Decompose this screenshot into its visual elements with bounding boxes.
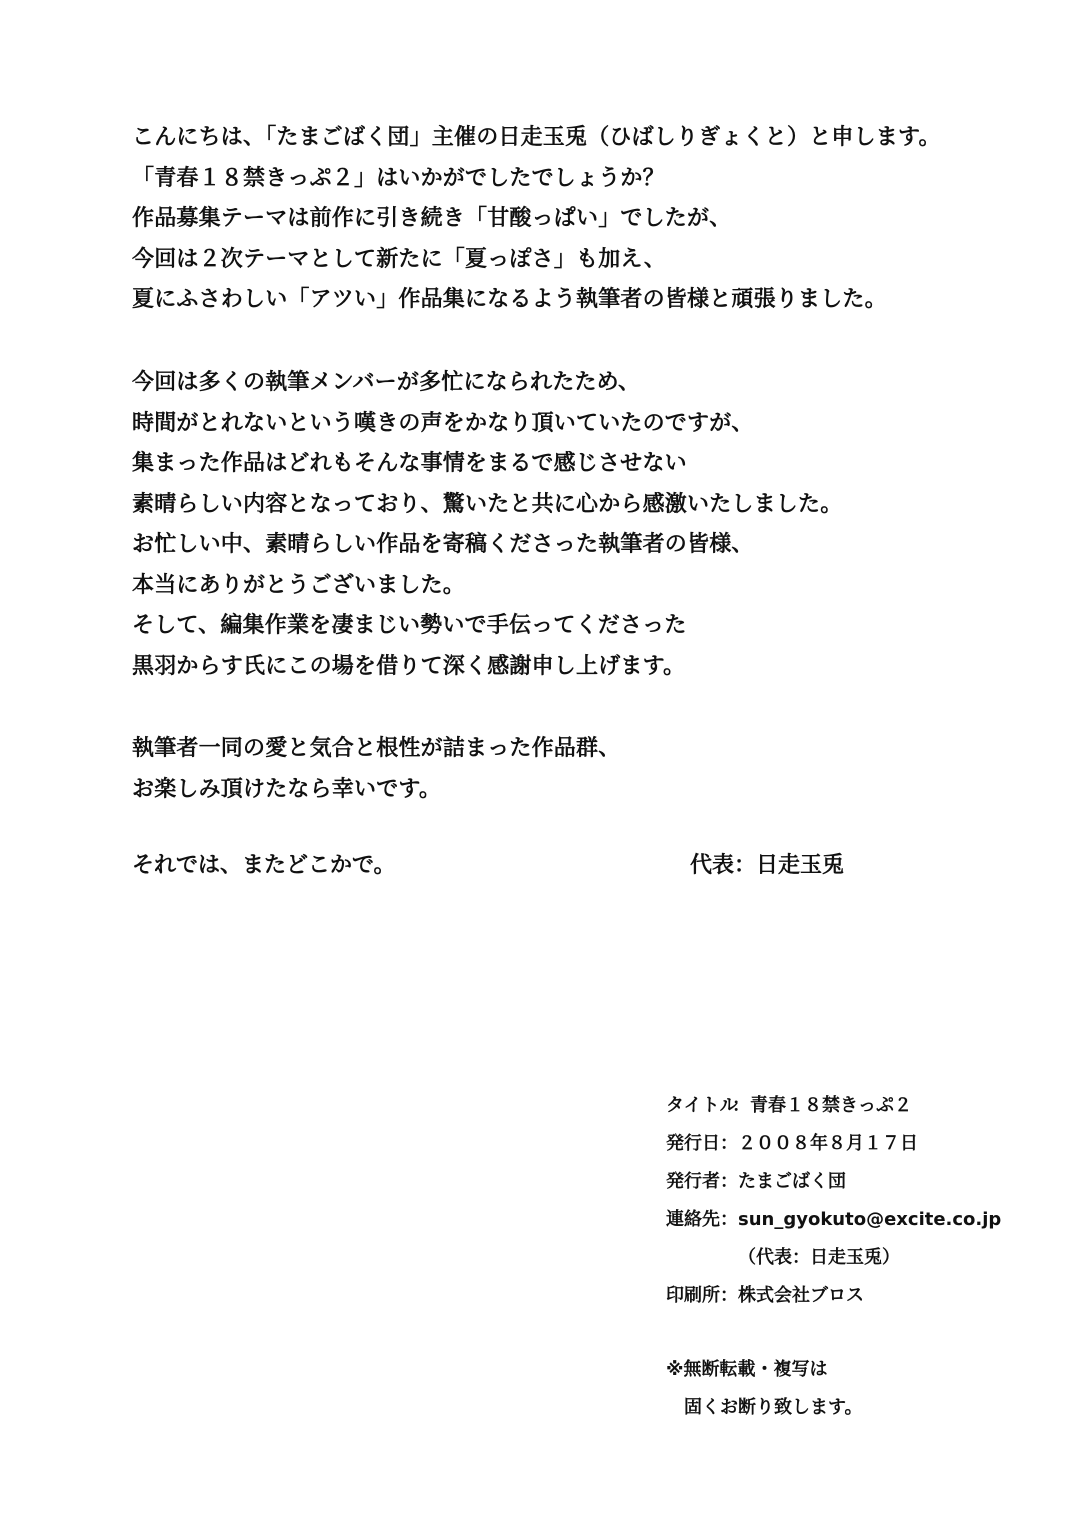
colophon-date-row [666,1125,1001,1163]
letter-line: そして、編集作業を凄まじい勢いで手伝ってくださった [132,613,687,638]
signature: 代表：日走玉兎 [690,853,845,878]
letter-line: 執筆者一同の愛と気合と根性が詰まった作品群、 [132,736,621,761]
letter-line: お忙しい中、素晴らしい作品を寄稿くださった執筆者の皆様、 [132,532,754,557]
colophon-value: ：青春１８禁きっぷ２ [732,1095,912,1116]
colophon-label: タイトル [666,1095,738,1116]
colophon-contact-note: （代表：日走玉兎） [738,1247,900,1268]
colophon [666,1087,1001,1315]
colophon-value: ：株式会社ブロス [720,1285,864,1306]
colophon-label: 発行日 [666,1133,720,1154]
colophon-label: 連絡先 [666,1209,720,1230]
letter-line: こんにちは、「たまごばく団」主催の日走玉兎（ひばしりぎょくと）と申します。 [132,125,941,150]
letter-line: 今回は多くの執筆メンバーが多忙になられたため、 [132,370,641,395]
letter-line: 本当にありがとうございました。 [132,572,466,598]
letter-line: 集まった作品はどれもそんな事情をまるで感じさせない [132,451,687,476]
colophon-value: ：sun_gyokuto@excite.co.jp [720,1209,1002,1230]
colophon-contact-row [666,1201,1001,1239]
letter-line: 時間がとれないという嘆きの声をかなり頂いていたのですが、 [132,410,754,436]
colophon-publisher-row [666,1163,1001,1201]
letter-line: 素晴らしい内容となっており、驚いたと共に心から感激いたしました。 [132,491,843,517]
notice-line: ※無断転載・複写は [666,1359,828,1380]
letter-line: 作品募集テーマは前作に引き続き「甘酸っぱい」でしたが、 [132,206,732,231]
colophon-title-row [666,1087,1001,1125]
letter-line: 夏にふさわしい「アツい」作品集になるよう執筆者の皆様と頑張りました。 [132,287,887,312]
paragraph-greeting [132,118,941,321]
letter-line: 今回は２次テーマとして新たに「夏っぽさ」も加え、 [132,246,667,272]
colophon-printer-row [666,1277,1001,1315]
letter-line: 「青春１８禁きっぷ２」はいかがでしたでしょうか？ [132,165,665,191]
colophon-value: ：たまごばく団 [720,1171,846,1192]
letter-line: お楽しみ頂けたなら幸いです。 [132,776,442,802]
paragraph-wishes [132,729,620,810]
colophon-value: ：２００８年８月１７日 [720,1133,918,1154]
colophon-label: 発行者 [666,1171,720,1192]
notice-line: 固くお断り致します。 [684,1397,863,1418]
copyright-notice [666,1351,863,1427]
colophon-label: 印刷所 [666,1285,720,1306]
paragraph-thanks [132,363,842,687]
letter-line: 黒羽からす氏にこの場を借りて深く感謝申し上げます。 [132,653,686,679]
closing-line: それでは、またどこかで。 [132,853,396,878]
